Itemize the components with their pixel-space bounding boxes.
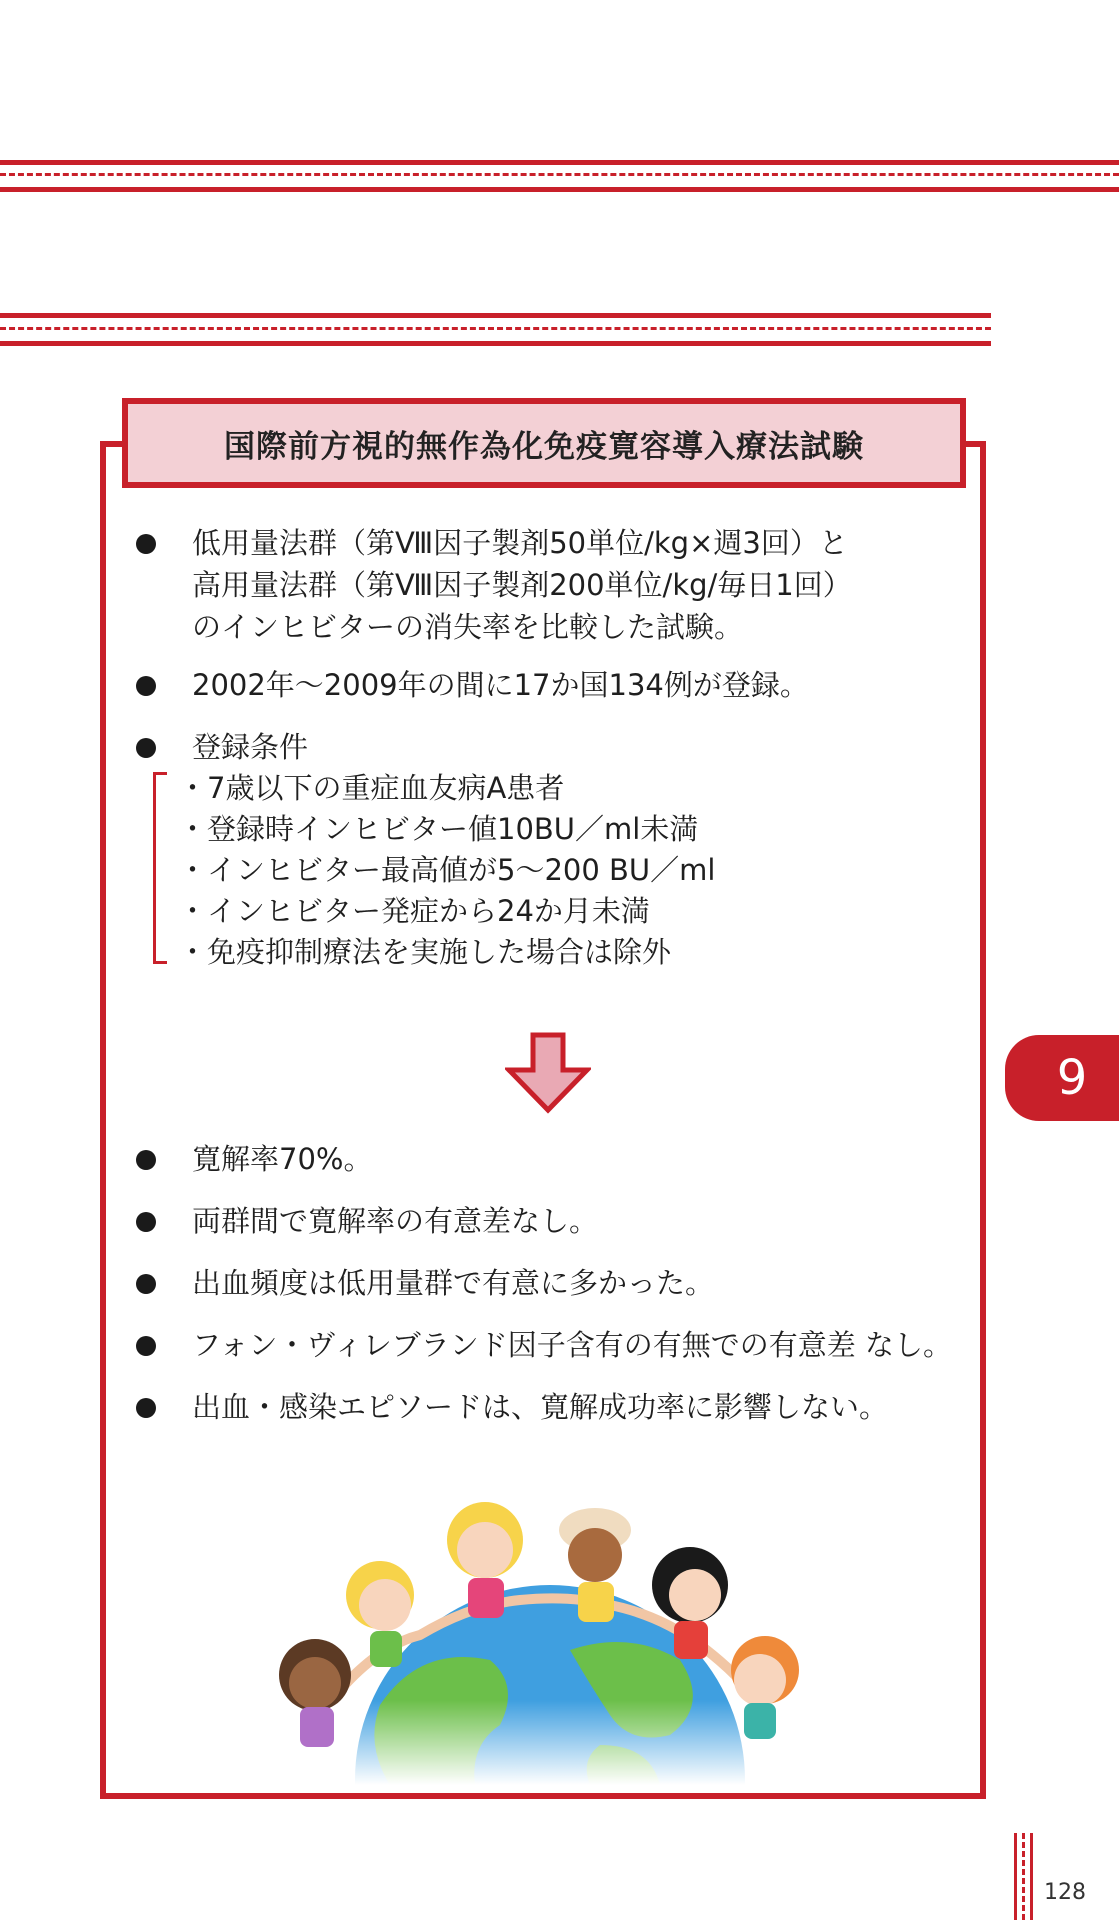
bullet-line: 低用量法群（第Ⅷ因子製剤50単位/kg×週3回）と xyxy=(192,526,848,560)
condition-item: ・インヒビター発症から24か月未満 xyxy=(178,894,650,928)
bullet-line: 出血・感染エピソードは、寛解成功率に影響しない。 xyxy=(192,1390,889,1424)
bullet-dot-icon xyxy=(136,1398,156,1418)
page-divider xyxy=(1014,1833,1017,1920)
bullet-line: 高用量法群（第Ⅷ因子製剤200単位/kg/毎日1回） xyxy=(192,568,852,602)
children-globe-illustration xyxy=(270,1445,830,1785)
page-divider xyxy=(1022,1833,1025,1920)
bullet-dot-icon xyxy=(136,738,156,758)
bullet-line: 登録条件 xyxy=(192,730,309,764)
section-title: 国際前方視的無作為化免疫寛容導入療法試験 xyxy=(122,398,966,488)
bullet-dot-icon xyxy=(136,1274,156,1294)
bullet-dot-icon xyxy=(136,1212,156,1232)
bullet-line: 2002年～2009年の間に17か国134例が登録。 xyxy=(192,668,809,702)
bullet-line: 寛解率70%。 xyxy=(192,1142,373,1176)
bullet-dot-icon xyxy=(136,534,156,554)
chapter-number: 9 xyxy=(1056,1050,1088,1106)
condition-item: ・登録時インヒビター値10BU／ml未満 xyxy=(178,812,699,846)
bullet-line: のインヒビターの消失率を比較した試験。 xyxy=(192,610,744,644)
bullet-line: 両群間で寛解率の有意差なし。 xyxy=(192,1204,599,1238)
bullet-dot-icon xyxy=(136,1150,156,1170)
bullet-dot-icon xyxy=(136,676,156,696)
condition-item: ・免疫抑制療法を実施した場合は除外 xyxy=(178,935,672,969)
condition-item: ・7歳以下の重症血友病A患者 xyxy=(178,771,565,805)
page-divider xyxy=(1030,1833,1033,1920)
down-arrow-icon xyxy=(505,1032,591,1114)
chapter-tab xyxy=(1005,1035,1119,1121)
bullet-dot-icon xyxy=(136,1336,156,1356)
page-number: 128 xyxy=(1044,1880,1086,1905)
conditions-bracket xyxy=(153,772,167,964)
condition-item: ・インヒビター最高値が5～200 BU／ml xyxy=(178,853,716,887)
bullet-line: フォン・ヴィレブランド因子含有の有無での有意差 なし。 xyxy=(192,1328,953,1362)
bullet-line: 出血頻度は低用量群で有意に多かった。 xyxy=(192,1266,715,1300)
